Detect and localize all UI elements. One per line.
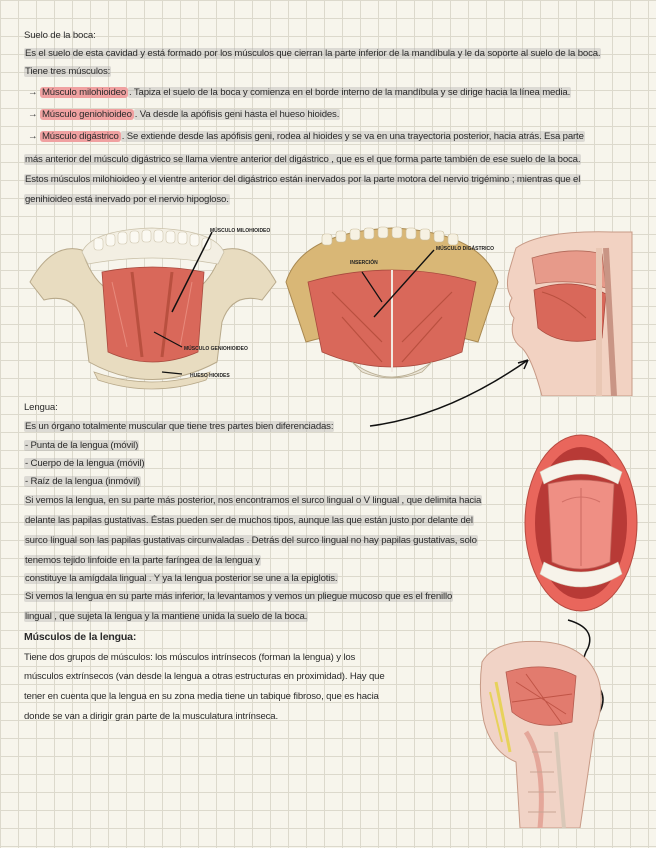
label-milohioideo: MÚSCULO MILOHIOIDEO (210, 228, 271, 234)
open-mouth-tongue-illustration (522, 432, 640, 614)
text-line: Estos músculos milohioideo y el vientre anterior del digástrico están inervados por la parte motora del nervio trigémino ; mientras que el (25, 174, 581, 185)
label-geniohioideo: MÚSCULO GENIOHIOIDEO (184, 346, 248, 352)
arrow-icon: → (28, 131, 38, 142)
label-digastrico: MÚSCULO DIGÁSTRICO (436, 246, 495, 252)
list-item: - Raíz de la lengua (inmóvil) (25, 476, 141, 487)
text-line: Tiene dos grupos de músculos: los músculos intrínsecos (forman la lengua) y los (24, 652, 356, 663)
label-insercion: INSERCIÓN (350, 260, 378, 266)
text-line: genihioideo está inervado por el nervio hipogloso. (25, 194, 229, 205)
text-line: surco lingual son las papilas gustativas circunvaladas . Detrás del surco lingual no hay papilas gustativas, solo (25, 535, 477, 546)
section-title-lengua: Lengua: (24, 402, 58, 413)
highlight-digastrico: Músculo digástrico (41, 131, 119, 142)
list-item: - Cuerpo de la lengua (móvil) (25, 458, 145, 469)
text-line: más anterior del músculo digástrico se llama vientre anterior del digástrico , que es el que forma parte también de ese suelo de la boca. (25, 154, 581, 165)
arrow-icon: → (28, 109, 38, 120)
label-hioides: HUESO HIOIDES (190, 373, 230, 379)
text-line: donde se van a dirigir gran parte de la musculatura intrínseca. (24, 711, 278, 722)
muscle-item-digastrico: → Músculo digástrico . Se extiende desde las apófisis geni, rodea al hioides y se va en una trayectoria posterior, hacia atrás. Esa parte (28, 131, 584, 142)
muscle-item-milohioideo: → Músculo milohioideo . Tapiza el suelo de la boca y comienza en el borde interno de la mandíbula y se dirige hacia la línea media. (28, 87, 571, 98)
highlight-milohioideo: Músculo milohioideo (41, 87, 127, 98)
muscle-item-geniohioideo: → Músculo geniohioideo . Va desde la apófisis geni hasta el hueso hioides. (28, 109, 340, 120)
text-line: tener en cuenta que la lengua en su zona media tiene un tabique fibroso, que es hacia (24, 691, 379, 702)
highlight-geniohioideo: Músculo geniohioideo (41, 109, 132, 120)
text-line: músculos extrínsecos (van desde la lengua a otras estructuras en proximidad). Hay que (24, 671, 385, 682)
mandible-floor-illustration (22, 222, 284, 392)
arrow-connector (368, 354, 536, 430)
section-title-suelo: Suelo de la boca: (24, 30, 96, 41)
section-title-musculos-lengua: Músculos de la lengua: (24, 631, 137, 643)
list-item: - Punta de la lengua (móvil) (25, 440, 139, 451)
text-line: Es el suelo de esta cavidad y está formado por los músculos que cierran la parte inferior de la mandíbula y le da soporte al suelo de la boca. (25, 48, 601, 59)
text-line: Tiene tres músculos: (25, 66, 111, 77)
arrow-icon: → (28, 87, 38, 98)
tongue-extrinsic-muscles-illustration (476, 632, 616, 828)
text-line: tenemos tejido linfoide en la parte faríngea de la lengua y (25, 555, 260, 566)
text-line: Si vemos la lengua en su parte más inferior, la levantamos y vemos un pliegue mucoso que es el frenillo (25, 591, 453, 602)
text-line: Si vemos la lengua, en su parte más posterior, nos encontramos el surco lingual o V lingual , que delimita hacia (25, 495, 482, 506)
text-line: delante las papilas gustativas. Éstas pueden ser de muchos tipos, aunque las que están justo por delante del (25, 515, 473, 526)
text-line: constituye la amígdala lingual . Y ya la lengua posterior se une a la epiglotis. (25, 573, 338, 584)
text-line: lingual , que sujeta la lengua y la mantiene unida la suelo de la boca. (25, 611, 308, 622)
text-line: Es un órgano totalmente muscular que tiene tres partes bien diferenciadas: (25, 421, 334, 432)
